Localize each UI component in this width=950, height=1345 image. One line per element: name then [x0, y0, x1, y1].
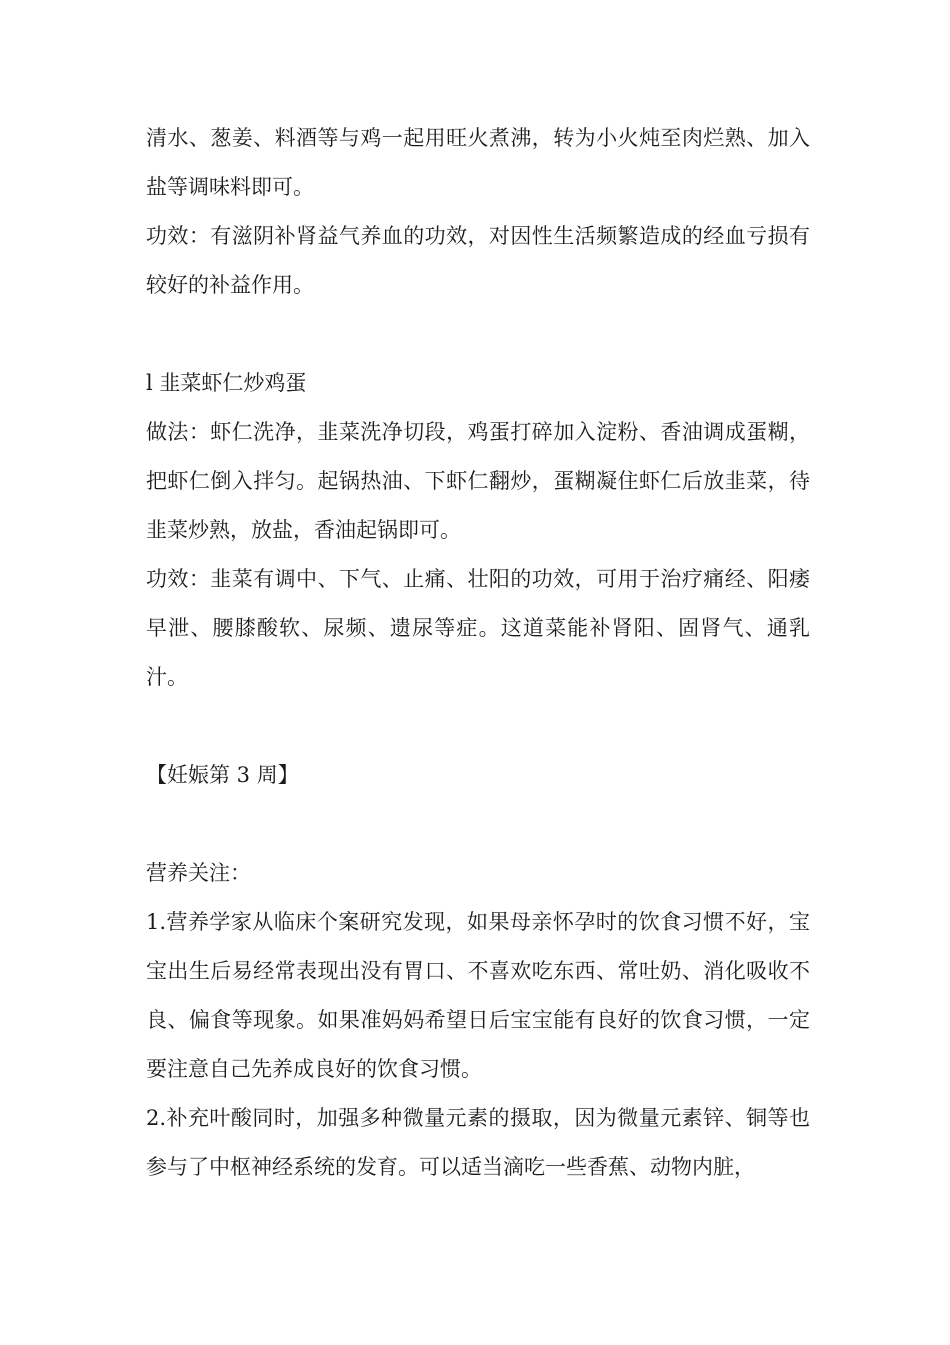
paragraph-cooking-steps: 清水、葱姜、料酒等与鸡一起用旺火煮沸，转为小火炖至肉烂熟、加入盐等调味料即可。	[146, 126, 810, 199]
document-body	[146, 114, 810, 1192]
recipe-title: l 韭菜虾仁炒鸡蛋	[146, 371, 307, 395]
recipe-method: 做法：虾仁洗净，韭菜洗净切段，鸡蛋打碎加入淀粉、香油调成蛋糊，把虾仁倒入拌匀。起锅热油、下虾仁翻炒，蛋糊凝住虾仁后放韭菜，待韭菜炒熟，放盐，香油起锅即可。	[146, 420, 810, 542]
blank-line	[146, 310, 810, 359]
nutrition-item-2: 2.补充叶酸同时，加强多种微量元素的摄取，因为微量元素锌、铜等也参与了中枢神经系统的发育。可以适当滴吃一些香蕉、动物内脏，	[146, 1106, 810, 1179]
nutrition-item-1: 1.营养学家从临床个案研究发现，如果母亲怀孕时的饮食习惯不好，宝宝出生后易经常表现出没有胃口、不喜欢吃东西、常吐奶、消化吸收不良、偏食等现象。如果准妈妈希望日后宝宝能有良好的饮食习惯，一定要注意自己先养成良好的饮食习惯。	[146, 910, 810, 1081]
nutrition-label: 营养关注：	[146, 861, 251, 885]
paragraph-effect-1: 功效：有滋阴补肾益气养血的功效，对因性生活频繁造成的经血亏损有较好的补益作用。	[146, 224, 810, 297]
recipe-effect: 功效：韭菜有调中、下气、止痛、壮阳的功效，可用于治疗痛经、阳痿早泄、腰膝酸软、尿频、遗尿等症。这道菜能补肾阳、固肾气、通乳汁。	[146, 567, 810, 689]
blank-line	[146, 800, 810, 849]
section-heading: 【妊娠第 3 周】	[146, 763, 299, 787]
blank-line	[146, 702, 810, 751]
